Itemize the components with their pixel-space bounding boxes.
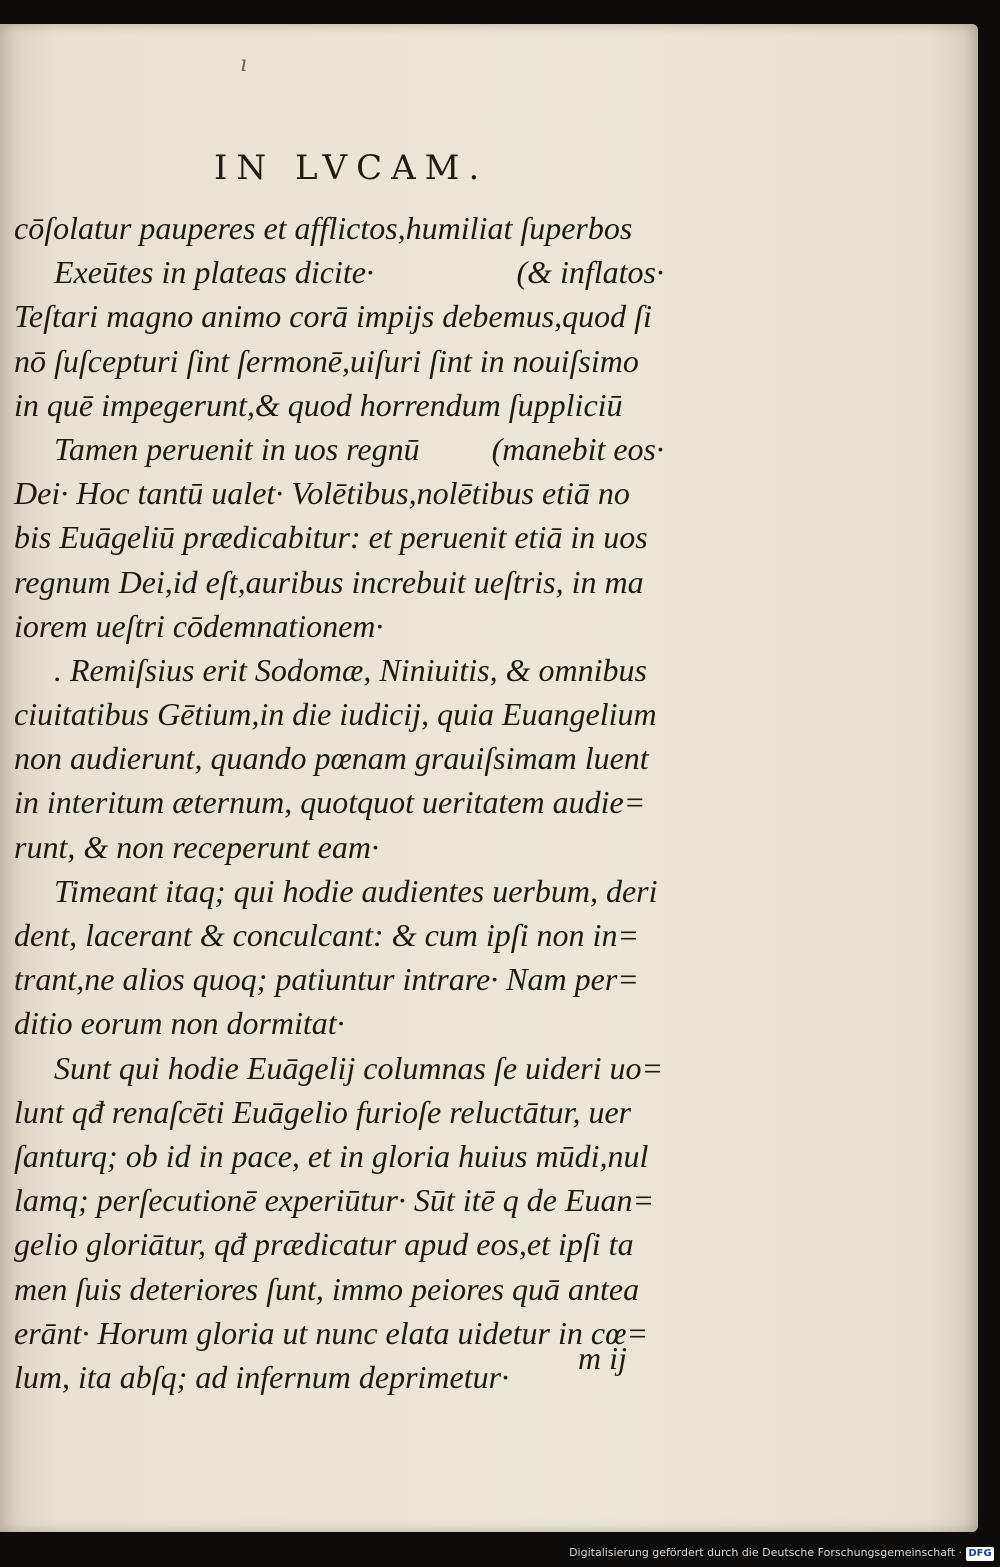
line-text: non audierunt, quando pœnam grauiſsimam luent: [14, 740, 649, 777]
line-text: erānt· Horum gloria ut nunc elata uidetur in cœ=: [14, 1314, 648, 1351]
line-text: ſanturq; ob id in pace, et in gloria huius mūdi,nul: [14, 1137, 649, 1174]
line-text: Exeūtes in plateas dicite·: [54, 254, 374, 291]
text-line: [14, 736, 664, 780]
book-page: [0, 24, 978, 1532]
text-line: [14, 1001, 664, 1045]
line-text: gelio gloriātur, qđ prædicatur apud eos,et ipſi ta: [14, 1226, 634, 1263]
text-line: [14, 1090, 664, 1134]
line-text: trant,ne alios quoq; patiuntur intrare· Nam per=: [14, 961, 639, 998]
line-text: iorem ueſtri cōdemnationem·: [14, 607, 384, 644]
line-text: dent, lacerant & conculcant: & cum ipſi non in=: [14, 917, 640, 953]
line-text: Teſtari magno animo corā impijs debemus,quod ſi: [14, 298, 652, 335]
text-line: [14, 913, 664, 957]
text-line: [14, 1267, 664, 1311]
text-line: [14, 1134, 664, 1178]
line-text: Dei· Hoc tantū ualet· Volētibus,nolētibus etiā no: [14, 475, 630, 512]
text-line: [14, 648, 664, 692]
line-text: cōſolatur pauperes et afflictos,humiliat ſuperbos: [14, 210, 633, 246]
text-line: [14, 339, 664, 383]
text-line: [14, 294, 664, 338]
text-block: [14, 206, 664, 1399]
text-line: [14, 383, 664, 427]
text-line: [14, 427, 664, 471]
line-text: bis Euāgeliū prædicabitur: et peruenit etiā in uos: [14, 519, 648, 556]
text-line: [14, 1046, 664, 1090]
text-line: [14, 957, 664, 1001]
line-text: nō ſuſcepturi ſint ſermonē,uiſuri ſint in nouiſsimo: [14, 342, 639, 379]
text-line: [14, 1222, 664, 1266]
line-text: ciuitatibus Gētium,in die iudicij, quia Euangelium: [14, 696, 657, 733]
text-line: [14, 825, 664, 869]
text-line: [14, 1311, 664, 1355]
line-text: regnum Dei,id eſt,auribus increbuit ueſtris, in ma: [14, 563, 644, 600]
text-line: [14, 250, 664, 294]
line-text: . Remiſsius erit Sodomæ, Niniuitis, & omnibus: [54, 651, 647, 688]
text-line: [14, 604, 664, 648]
signature-mark: m ij: [578, 1340, 627, 1376]
dfg-logo-icon: DFG: [966, 1547, 994, 1561]
line-text: Sunt qui hodie Euāgelij columnas ſe uideri uo=: [54, 1049, 664, 1086]
line-text: lamq; perſecutionē experiūtur· Sūt itē q de Euan=: [14, 1182, 655, 1219]
text-line: [14, 1178, 664, 1222]
line-text: Tamen peruenit in uos regnū: [54, 430, 420, 467]
line-text: runt, & non receperunt eam·: [14, 828, 379, 865]
folio-mark: ı: [240, 52, 248, 77]
text-line: [14, 869, 664, 913]
line-text: Timeant itaq; qui hodie audientes uerbum, deri: [54, 872, 658, 909]
footer-bar: [0, 1532, 1000, 1567]
text-line: [14, 780, 664, 824]
text-line: [14, 515, 664, 559]
text-line: [14, 206, 664, 250]
text-line: [14, 692, 664, 736]
line-text: in interitum æternum, quotquot ueritatem audie=: [14, 784, 646, 821]
running-head: IN LVCAM.: [214, 148, 489, 188]
line-text: ditio eorum non dormitat·: [14, 1005, 345, 1042]
line-tail-text: (& inflatos·: [516, 254, 664, 291]
text-line: [14, 560, 664, 604]
line-tail-text: (manebit eos·: [491, 430, 664, 467]
line-text: men ſuis deteriores ſunt, immo peiores quā antea: [14, 1270, 640, 1307]
funding-credit: Digitalisierung gefördert durch die Deutsche Forschungsgemeinschaft ·: [569, 1546, 962, 1559]
line-text: lum, ita abſq; ad infernum deprimetur·: [14, 1358, 510, 1395]
line-text: lunt qđ renaſcēti Euāgelio furioſe reluctātur, uer: [14, 1093, 632, 1130]
text-line: [14, 1355, 664, 1399]
text-line: [14, 471, 664, 515]
line-text: in quē impegerunt,& quod horrendum ſuppliciū: [14, 386, 623, 423]
